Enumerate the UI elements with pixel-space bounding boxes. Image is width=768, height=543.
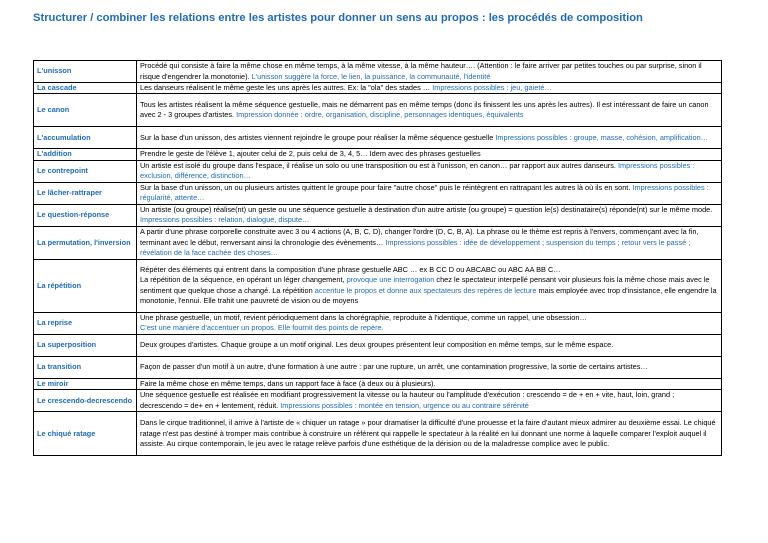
term-cell: La reprise	[34, 312, 137, 334]
definition-cell: Faire la même chose en même temps, dans un rapport face à face (à deux ou à plusieurs).	[137, 378, 722, 389]
definition-cell: Sur la base d'un unisson, un ou plusieurs artistes quittent le groupe pour faire "autre chose" puis le réintègrent en rattrapant les autres là où ils en sont. Impressions possibles : régularité, attente…	[137, 182, 722, 204]
table-row	[34, 378, 722, 389]
term-cell: Le miroir	[34, 378, 137, 389]
term-cell: Le canon	[34, 94, 137, 127]
table-row	[34, 334, 722, 356]
table-row	[34, 412, 722, 456]
table-row	[34, 356, 722, 378]
definition-cell: Une séquence gestuelle est réalisée en modifiant progressivement la vitesse ou la hauteur ou l'amplitude d'exécution : crescendo = de + en + vite, haut, loin, grand ; decrescendo = de+ en + lentement, réduit. Impressions possibles : montée en tension, urgence ou au contraire sérénité	[137, 390, 722, 412]
term-cell: Le lâcher-rattraper	[34, 182, 137, 204]
table-row	[34, 149, 722, 160]
term-cell: La cascade	[34, 83, 137, 94]
table-row	[34, 226, 722, 259]
definition-cell: A partir d'une phrase corporelle construite avec 3 ou 4 actions (A, B, C, D), changer l'ordre (D, C, B, A). La phrase ou le thème est repris à l'envers, commençant avec la fin, terminant avec le début, renversant ainsi la chronologie des évènements… Impressions possibles : idée de développement ; suspension du temps ; retour vers le passé ; révélation de la face cachée des choses…	[137, 226, 722, 259]
definition-cell: Procédé qui consiste à faire la même chose en même temps, à la même vitesse, à la même hauteur…. (Attention : le faire arriver par petites touches ou par surprise, sinon il risque d'engendrer la monotonie). L'unisson suggère la force, le lien, la puissance, la communauté, l'identité	[137, 61, 722, 83]
term-cell: L'accumulation	[34, 127, 137, 149]
term-cell: Le question-réponse	[34, 204, 137, 226]
term-cell: Le chiqué ratage	[34, 412, 137, 456]
definition-cell: Une phrase gestuelle, un motif, revient périodiquement dans la chorégraphie, reproduite à l'identique, comme un rappel, une obsession… C'est une manière d'accentuer un propos. Elle fournit des points de repère.	[137, 312, 722, 334]
composition-table	[33, 60, 722, 456]
page-title: Structurer / combiner les relations entre les artistes pour donner un sens au propos : les procédés de composition	[33, 12, 643, 24]
definition-cell: Façon de passer d'un motif à un autre, d'une formation à une autre : par une rupture, un arrêt, une contamination progressive, la sortie de certains artistes…	[137, 356, 722, 378]
table-row	[34, 182, 722, 204]
table-row	[34, 312, 722, 334]
term-cell: La superposition	[34, 334, 137, 356]
table-row	[34, 61, 722, 83]
table-row	[34, 390, 722, 412]
definition-cell: Prendre le geste de l'élève 1, ajouter celui de 2, puis celui de 3, 4, 5… Idem avec des phrases gestuelles	[137, 149, 722, 160]
definition-cell: Un artiste est isolé du groupe dans l'espace, il réalise un solo ou une transposition ou est à l'unisson, en canon… par rapport aux autres danseurs. Impressions possibles : exclusion, différence, distinction…	[137, 160, 722, 182]
definition-cell: Dans le cirque traditionnel, il arrive à l'artiste de « chiquer un ratage » pour dramatiser la difficulté d'une prouesse et la faire d'autant mieux admirer au deuxième essai. Le chiqué ratage n'est pas destiné à tromper mais contribue à construire un référent qui rappelle le spectateur à la réalité en lui donnant une norme à laquelle comparer l'exploit auquel il assiste. Au cirque contemporain, le jeu avec le ratage relève parfois d'une esthétique de la dérision ou de la maladresse complice avec le public.	[137, 412, 722, 456]
term-cell: L'unisson	[34, 61, 137, 83]
term-cell: La transition	[34, 356, 137, 378]
table-row	[34, 94, 722, 127]
table-row	[34, 160, 722, 182]
definition-cell: Répéter des éléments qui entrent dans la composition d'une phrase gestuelle ABC … ex B CC D ou ABCABC ou ABC AA BB C… La répétition de la séquence, en opérant un léger changement, provoque une interrogation chez le spectateur interpellé pensant voir plusieurs fois la même chose mais avec le sentiment que quelque chose a changé. La répétition accentue le propos et donne aux spectateurs des repères de lecture mais employée avec trop d'insistance, elle engendre la monotonie, l'ennui. Elle trahit une pauvreté de vision ou de moyens	[137, 259, 722, 312]
definition-cell: Sur la base d'un unisson, des artistes viennent rejoindre le groupe pour réaliser la même séquence gestuelle Impressions possibles : groupe, masse, cohésion, amplification…	[137, 127, 722, 149]
definition-cell: Tous les artistes réalisent la même séquence gestuelle, mais ne démarrent pas en même temps (donc ils finissent les uns après les autres). Il est intéressant de faire un canon avec 2 - 3 groupes d'artistes. Impression donnée : ordre, organisation, discipline, personnages identiques, équivalents	[137, 94, 722, 127]
definition-cell: Deux groupes d'artistes. Chaque groupe a un motif original. Les deux groupes présentent leur composition en même temps, sur le même espace.	[137, 334, 722, 356]
definition-cell: Un artiste (ou groupe) réalise(nt) un geste ou une séquence gestuelle à destination d'un autre artiste (ou groupe) = question le(s) destinataire(s) réponde(nt) sur le même mode. Impressions possibles : relation, dialogue, dispute…	[137, 204, 722, 226]
term-cell: La permutation, l'inversion	[34, 226, 137, 259]
table-row	[34, 204, 722, 226]
term-cell: La répétition	[34, 259, 137, 312]
term-cell: Le contrepoint	[34, 160, 137, 182]
table-row	[34, 83, 722, 94]
term-cell: Le crescendo-decrescendo	[34, 390, 137, 412]
definition-cell: Les danseurs réalisent le même geste les uns après les autres. Ex: la "ola" des stades … Impressions possibles : jeu, gaieté…	[137, 83, 722, 94]
table-row	[34, 259, 722, 312]
term-cell: L'addition	[34, 149, 137, 160]
table-row	[34, 127, 722, 149]
